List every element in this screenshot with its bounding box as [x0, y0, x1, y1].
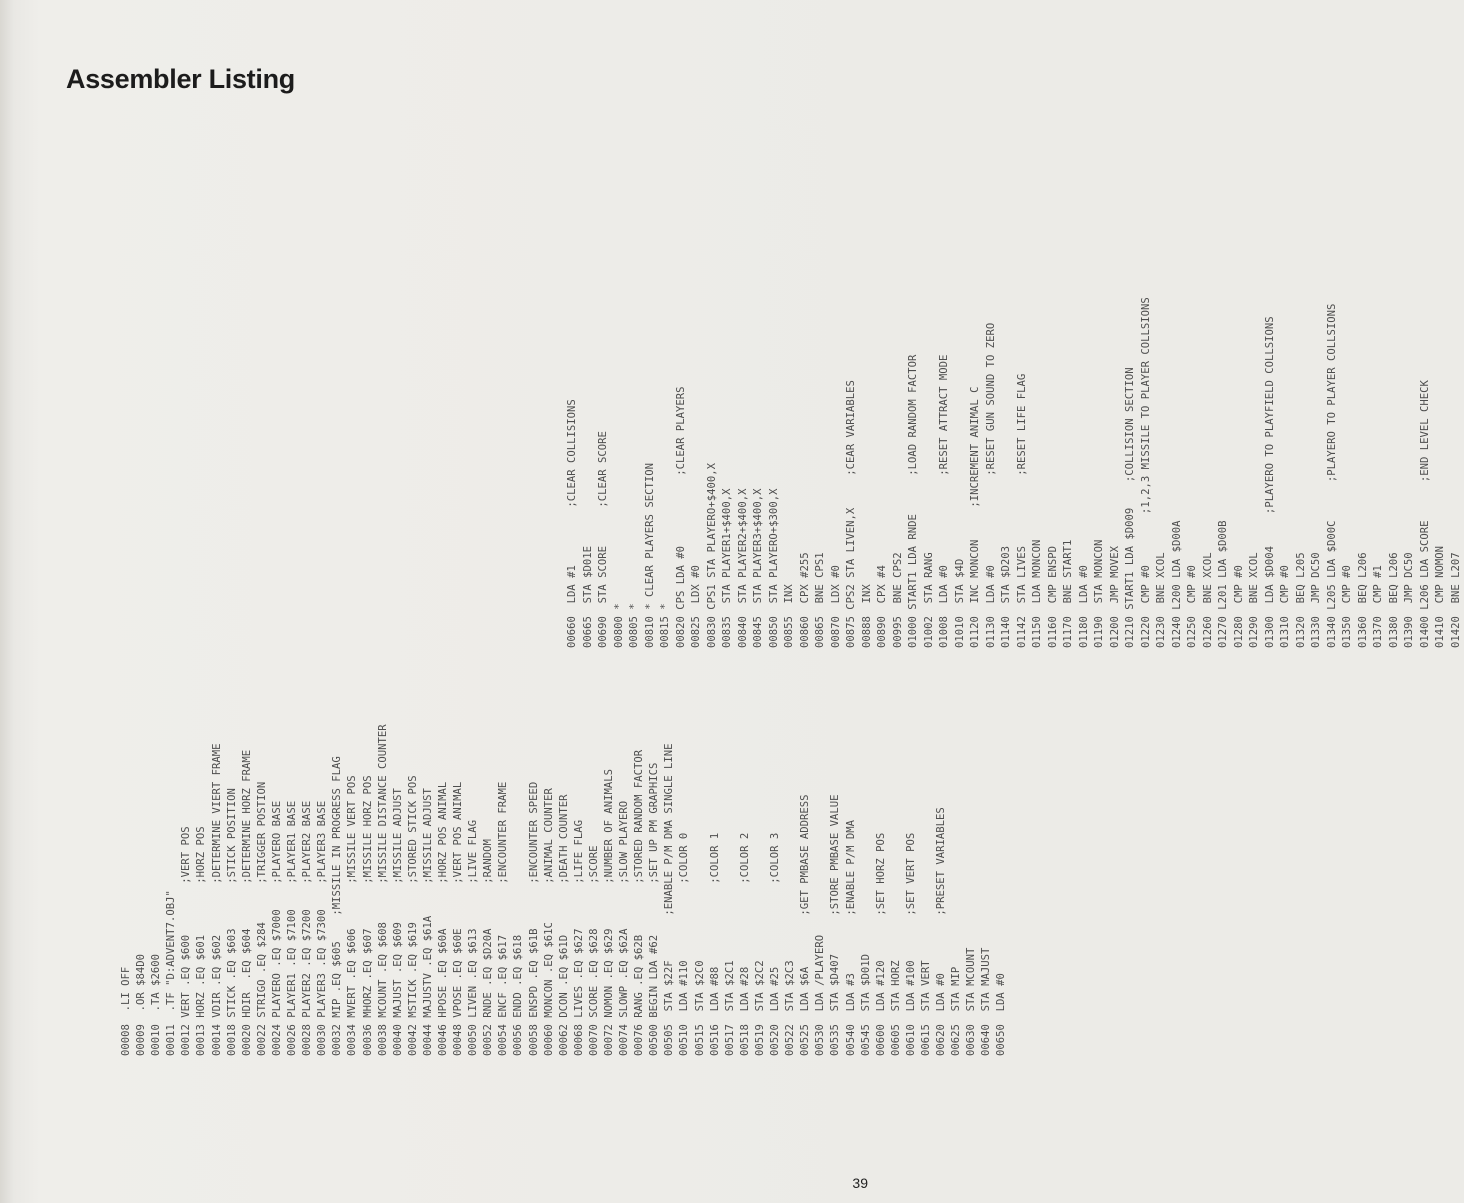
code-line: 00850 STA PLAYERO+$300,X	[767, 488, 780, 648]
code-line: 00020 HDIR .EQ $604 ;DETERMINE HORZ FRAME	[240, 749, 253, 1056]
code-line: 00525 LDA $6A ;GET PMBASE ADDRESS	[799, 794, 812, 1056]
code-line: 01350 CMP #0	[1341, 565, 1353, 648]
code-line: 00060 MONCON .EQ $61C ;ANIMAL COUNTER	[542, 788, 555, 1056]
code-line: 01000 START1 LDA RNDE ;LOAD RANDOM FACTOR	[907, 354, 919, 648]
assembler-listing-part-2	[565, 297, 1464, 648]
code-line: 00032 MIP .EQ $605 ;MISSILE IN PROGRESS FLAG	[331, 756, 344, 1056]
code-line: 00054 ENCF .EQ $617 ;ENCOUNTER FRAME	[497, 781, 510, 1056]
code-line: 00034 MVERT .EQ $606 ;MISSILE VERT POS	[346, 775, 359, 1056]
code-line: 00510 LDA #110 ;COLOR 0	[678, 832, 691, 1056]
code-line: 00074 SLOWP .EQ $62A ;SLOW PLAYERO	[618, 800, 631, 1056]
code-line: 01410 CMP NOMON	[1434, 545, 1446, 648]
code-line: 01370 CMP #1	[1372, 565, 1384, 648]
code-line: 00805 *	[628, 603, 640, 648]
code-line: 01420 BNE L207	[1449, 552, 1462, 648]
code-line: 00995 BNE CPS2	[891, 552, 904, 648]
code-line: 01390 JMP DC50	[1403, 552, 1415, 648]
code-line: 01380 BEQ L206	[1387, 552, 1400, 648]
code-line: 01220 CMP #0 ;1,2,3 MISSILE TO PLAYER COLLSIONS	[1139, 297, 1152, 648]
code-line: 01142 STA LIVES ;RESET LIFE FLAG	[1015, 373, 1028, 648]
code-line: 00058 ENSPD .EQ $61B ;ENCOUNTER SPEED	[527, 781, 540, 1056]
code-line: 01150 LDA MONCON	[1031, 539, 1043, 648]
code-line: 00815 *	[659, 603, 671, 648]
code-line: 00519 STA $2C2	[753, 960, 766, 1056]
code-line: 00008 .LI OFF	[120, 966, 132, 1056]
page-title: Assembler Listing	[66, 64, 295, 94]
code-line: 00855 INX	[783, 584, 795, 648]
code-line: 00050 LIVEN .EQ $613 ;LIVE FLAG	[467, 820, 480, 1056]
code-line: 00870 LDX #0	[829, 565, 842, 648]
code-line: 00545 STA $D01D	[859, 953, 872, 1056]
code-line: 01190 STA MONCON	[1093, 539, 1105, 648]
code-line: 00044 MAJUSTV .EQ $61A ;MISSILE ADJUST	[421, 788, 434, 1056]
code-line: 00505 STA $22F ;ENABLE P/M DMA SINGLE LINE	[663, 743, 676, 1056]
code-line: 00610 LDA #100 ;SET VERT POS	[904, 832, 917, 1056]
code-line: 00070 SCORE .EQ $628 ;SCORE	[587, 845, 600, 1056]
code-line: 01170 BNE START1	[1062, 539, 1074, 648]
code-line: 00660 LDA #1 ;CLEAR COLLISIONS	[566, 399, 578, 648]
code-line: 00010 .TA $2600	[150, 953, 163, 1056]
code-line: 00012 VERT .EQ $600 ;VERT POS	[180, 826, 193, 1056]
code-line: 00018 STICK .EQ $603 ;STICK POSITION	[225, 788, 238, 1056]
code-line: 01008 LDA #0 ;RESET ATTRACT MODE	[938, 354, 950, 648]
code-line: 00040 MAJUST .EQ $609 ;MISSILE ADJUST	[391, 788, 404, 1056]
code-line: 00888 INX	[860, 584, 873, 648]
code-line: 01320 BEQ L205	[1294, 552, 1307, 648]
code-line: 00875 CPS2 STA LIVEN,X ;CEAR VARIABLES	[845, 380, 857, 648]
page-number: 39	[852, 1175, 868, 1191]
code-line: 00052 RNDE .EQ $D20A ;RANDOM	[482, 839, 495, 1056]
code-line: 00030 PLAYER3 .EQ $7300 ;PLAYER3 BASE	[316, 800, 329, 1056]
code-line: 00640 STA MAJUST	[980, 947, 993, 1056]
code-line: 00625 STA MIP	[950, 966, 963, 1056]
code-line: 00518 LDA #28 ;COLOR 2	[738, 832, 751, 1056]
code-line: 01400 L206 LDA SCORE ;END LEVEL CHECK	[1418, 380, 1431, 648]
code-line: 00009 .OR $84D0	[135, 953, 148, 1056]
code-line: 00038 MCOUNT .EQ $608 ;MISSILE DISTANCE COUNTER	[376, 724, 389, 1056]
code-line: 00515 STA $2C0	[693, 960, 706, 1056]
code-line: 00650 LDA #0	[995, 973, 1008, 1056]
code-line: 01290 BNE XCOL	[1248, 552, 1260, 648]
code-line: 00825 LDX #0	[690, 565, 702, 648]
code-line: 00028 PLAYER2 .EQ $7200 ;PLAYER2 BASE	[301, 800, 314, 1056]
code-line: 01002 STA RANG	[922, 552, 935, 648]
code-line: 01250 CMP #0	[1186, 565, 1198, 648]
code-line: 00522 STA $2C3	[784, 960, 797, 1056]
code-line: 01210 START1 LDA $D009 ;COLLISION SECTION	[1124, 367, 1136, 648]
code-line: 00024 PLAYERO .EQ $7000 ;PLAYERO BASE	[270, 800, 283, 1056]
code-line: 01180 LDA #0	[1077, 565, 1090, 648]
code-line: 01120 INC MONCON ;INCREMENT ANIMAL C	[969, 386, 981, 648]
code-line: 00036 MHORZ .EQ $607 ;MISSILE HORZ POS	[361, 775, 374, 1056]
code-line: 00517 STA $2C1	[723, 960, 736, 1056]
code-line: 00072 NOMON .EQ $629 ;NUMBER OF ANIMALS	[603, 768, 615, 1056]
code-line: 01300 LDA $D004 ;PLAYERO TO PLAYFIELD COLLSIONS	[1263, 316, 1276, 648]
code-line: 00690 STA SCORE ;CLEAR SCORE	[597, 431, 609, 648]
code-line: 00830 CPS1 STA PLAYERO+$400,X	[705, 463, 718, 648]
code-line: 00535 STA $D407 ;STORE PMBASE VALUE	[829, 794, 842, 1056]
code-line: 01280 CMP #0	[1232, 565, 1245, 648]
code-line: 00530 LDA /PLAYERO	[814, 934, 827, 1056]
code-line: 01010 STA $4D	[953, 558, 966, 648]
code-line: 00516 LDA #88 ;COLOR 1	[708, 832, 721, 1056]
code-line: 00810 * CLEAR PLAYERS SECTION	[643, 463, 656, 648]
code-line: 01200 JMP MOVEX	[1108, 545, 1121, 648]
code-line: 00026 PLAYER1 .EQ $7100 ;PLAYER1 BASE	[286, 800, 299, 1056]
code-line: 00046 HPOSE .EQ $60A ;HORZ POS ANIMAL	[436, 781, 449, 1056]
code-line: 00865 BNE CPS1	[814, 552, 826, 648]
code-line: 01270 L201 LDA $D00B	[1217, 520, 1229, 648]
code-line: 00013 HORZ .EQ $601 ;HORZ POS	[195, 826, 208, 1056]
code-line: 00540 LDA #3 ;ENABLE P/M DMA	[844, 820, 857, 1056]
code-line: 00062 DCON .EQ $61D ;DEATH COUNTER	[557, 794, 570, 1056]
code-line: 00600 LDA #120 ;SET HORZ POS	[874, 832, 887, 1056]
code-line: 00820 CPS LDA #0 ;CLEAR PLAYERS	[674, 386, 687, 648]
code-line: 01360 BEQ L206	[1356, 552, 1369, 648]
code-line: 00665 STA $D01E	[581, 545, 594, 648]
code-line: 00520 LDA #25 ;COLOR 3	[769, 832, 782, 1056]
code-line: 00630 STA MCOUNT	[965, 947, 978, 1056]
code-line: 00860 CPX #255	[798, 552, 811, 648]
code-line: 00011 .TF "D:ADVENT7.OBJ"	[165, 890, 178, 1056]
code-line: 00042 MSTICK .EQ $619 ;STORED STICK POS	[406, 775, 419, 1056]
code-line: 00048 VPOSE .EQ $60E ;VERT POS ANIMAL	[452, 781, 465, 1056]
code-line: 00068 LIVES .EQ $627 ;LIFE FLAG	[572, 820, 585, 1056]
code-line: 00615 STA VERT	[919, 960, 932, 1056]
code-line: 00500 BEGIN LDA #62 ;SET UP PM GRAPHICS	[648, 762, 661, 1056]
code-line: 00890 CPX #4	[876, 565, 888, 648]
code-line: 01260 BNE XCOL	[1201, 552, 1214, 648]
code-line: 00605 STA HORZ	[889, 960, 902, 1056]
assembler-listing-part-1	[119, 724, 1010, 1056]
code-line: 00056 ENDD .EQ $618	[512, 934, 525, 1056]
code-line: 01160 CMP ENSPD	[1046, 545, 1059, 648]
code-line: 00014 VDIR .EQ $602 ;DETERMINE VIERT FRAME	[210, 743, 223, 1056]
code-line: 00800 *	[612, 603, 625, 648]
code-line: 01310 CMP #0	[1279, 565, 1291, 648]
code-line: 00845 STA PLAYER3+$400,X	[752, 488, 764, 648]
code-line: 01140 STA $D203	[1000, 545, 1012, 648]
code-line: 00620 LDA #0 ;PRESET VARIABLES	[935, 807, 948, 1056]
code-line: 01340 L205 LDA $D00C ;PLAYERO TO PLAYER COLLSIONS	[1325, 303, 1338, 648]
code-line: 01240 L200 LDA $D00A	[1170, 520, 1183, 648]
code-line: 00835 STA PLAYER1+$400,X	[721, 488, 733, 648]
code-line: 01130 LDA #0 ;RESET GUN SOUND TO ZERO	[984, 322, 997, 648]
code-line: 00076 RANG .EQ $62B ;STORED RANDOM FACTOR	[633, 749, 646, 1056]
code-line: 01230 BNE XCOL	[1155, 552, 1167, 648]
code-line: 01330 JMP DC50	[1310, 552, 1322, 648]
code-line: 00840 STA PLAYER2+$400,X	[736, 488, 749, 648]
code-line: 00022 STRIGO .EQ $284 ;TRIGGER POSTION	[255, 781, 268, 1056]
